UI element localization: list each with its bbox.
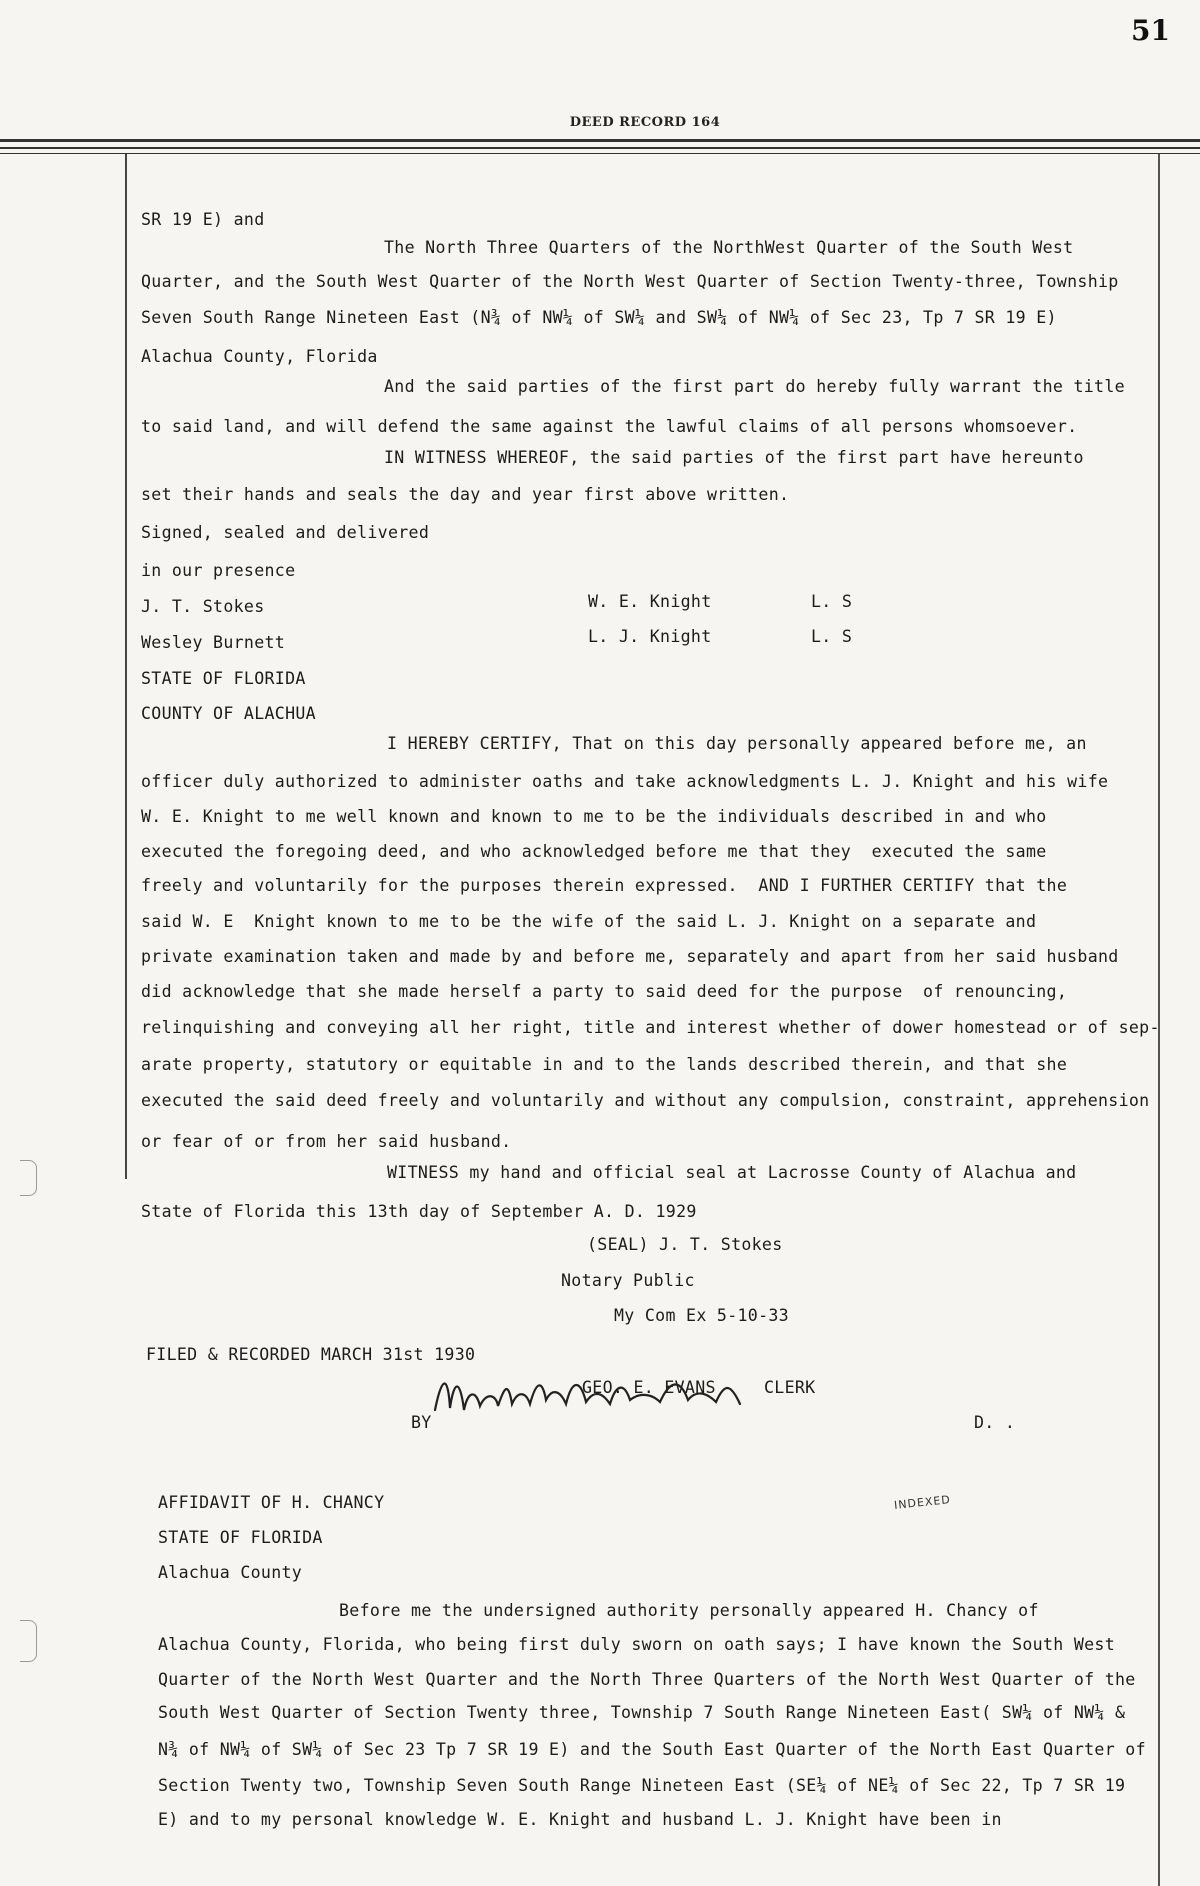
indexed-stamp: INDEXED <box>893 1493 952 1512</box>
text-line: South West Quarter of Section Twenty three, Township 7 South Range Nineteen East( SW¼ of NW¼ & <box>158 1703 1136 1722</box>
binding-mark <box>20 1160 37 1196</box>
seal-mark: L. S <box>811 592 853 611</box>
text-line: private examination taken and made by and before me, separately and apart from her said husband <box>141 947 1119 966</box>
text-line: WITNESS my hand and official seal at Lacrosse County of Alachua and <box>387 1163 1077 1182</box>
text-line: or fear of or from her said husband. <box>141 1132 512 1151</box>
by-label: BY <box>411 1413 432 1432</box>
text-line: IN WITNESS WHEREOF, the said parties of the first part have hereunto <box>384 448 1084 467</box>
text-line: officer duly authorized to administer oaths and take acknowledgments L. J. Knight and his wife <box>141 772 1109 791</box>
witness-name: Wesley Burnett <box>141 633 286 652</box>
text-line: Alachua County, Florida, who being first duly sworn on oath says; I have known the South West <box>158 1635 1115 1654</box>
text-line: in our presence <box>141 561 296 580</box>
deputy-clerk-mark: D. . <box>974 1413 1016 1432</box>
grantor-name: W. E. Knight <box>588 592 712 611</box>
seal-mark: L. S <box>811 627 853 646</box>
county-heading: COUNTY OF ALACHUA <box>141 704 316 723</box>
witness-name: J. T. Stokes <box>141 597 265 616</box>
text-line: Alachua County, Florida <box>141 347 378 366</box>
clerk-title: CLERK <box>764 1378 816 1397</box>
text-line: to said land, and will defend the same against the lawful claims of all persons whomsoever. <box>141 417 1078 436</box>
text-line: Signed, sealed and delivered <box>141 523 430 542</box>
grantor-name: L. J. Knight <box>588 627 712 646</box>
handwritten-signature <box>430 1370 760 1420</box>
state-heading: STATE OF FLORIDA <box>158 1528 323 1547</box>
text-line: W. E. Knight to me well known and known to me to be the individuals described in and who <box>141 807 1047 826</box>
text-line: Quarter of the North West Quarter and the North Three Quarters of the North West Quarter of the <box>158 1670 1136 1689</box>
state-heading: STATE OF FLORIDA <box>141 669 306 688</box>
text-line: The North Three Quarters of the NorthWest Quarter of the South West <box>384 238 1074 257</box>
text-line: set their hands and seals the day and year first above written. <box>141 485 790 504</box>
page-number: 51 <box>1131 14 1170 47</box>
text-line: Before me the undersigned authority personally appeared H. Chancy of <box>339 1601 1039 1620</box>
text-line: said W. E Knight known to me to be the wife of the said L. J. Knight on a separate and <box>141 912 1037 931</box>
text-line: freely and voluntarily for the purposes therein expressed. AND I FURTHER CERTIFY that the <box>141 876 1068 895</box>
text-line: executed the foregoing deed, and who acknowledged before me that they executed the same <box>141 842 1047 861</box>
left-margin-line <box>125 154 127 1179</box>
text-line: N¾ of NW¼ of SW¼ of Sec 23 Tp 7 SR 19 E) and the South East Quarter of the North East Quarter of <box>158 1740 1146 1759</box>
text-line: State of Florida this 13th day of September A. D. 1929 <box>141 1202 697 1221</box>
binding-mark <box>20 1620 37 1662</box>
text-line: I HEREBY CERTIFY, That on this day personally appeared before me, an <box>387 734 1087 753</box>
text-line: executed the said deed freely and voluntarily and without any compulsion, constraint, apprehension <box>141 1091 1150 1110</box>
affidavit-title: AFFIDAVIT OF H. CHANCY <box>158 1493 385 1512</box>
text-line: E) and to my personal knowledge W. E. Knight and husband L. J. Knight have been in <box>158 1810 1002 1829</box>
page-header: DEED RECORD 164 <box>569 115 721 130</box>
notary-title: Notary Public <box>561 1271 695 1290</box>
text-line: SR 19 E) and <box>141 210 265 229</box>
header-rule <box>0 153 1200 154</box>
text-line: And the said parties of the first part do hereby fully warrant the title <box>384 377 1125 396</box>
text-line: Seven South Range Nineteen East (N¾ of NW¼ of SW¼ and SW¼ of NW¼ of Sec 23, Tp 7 SR 19 E) <box>141 308 1057 327</box>
commission-expiry: My Com Ex 5-10-33 <box>614 1306 789 1325</box>
text-line: Section Twenty two, Township Seven South Range Nineteen East (SE¼ of NE¼ of Sec 22, Tp 7 SR 19 <box>158 1776 1126 1795</box>
text-line: relinquishing and conveying all her right, title and interest whether of dower homestead or of sep- <box>141 1018 1160 1037</box>
filed-recorded: FILED & RECORDED MARCH 31st 1930 <box>146 1345 476 1364</box>
text-line: did acknowledge that she made herself a party to said deed for the purpose of renouncing, <box>141 982 1068 1001</box>
clerk-name: GEO. E. EVANS <box>582 1378 716 1397</box>
notary-name: (SEAL) J. T. Stokes <box>587 1235 783 1254</box>
header-rule <box>0 139 1200 142</box>
text-line: Quarter, and the South West Quarter of the North West Quarter of Section Twenty-three, Township <box>141 272 1119 291</box>
header-rule <box>0 147 1200 149</box>
county-heading: Alachua County <box>158 1563 303 1582</box>
text-line: arate property, statutory or equitable in and to the lands described therein, and that she <box>141 1055 1068 1074</box>
